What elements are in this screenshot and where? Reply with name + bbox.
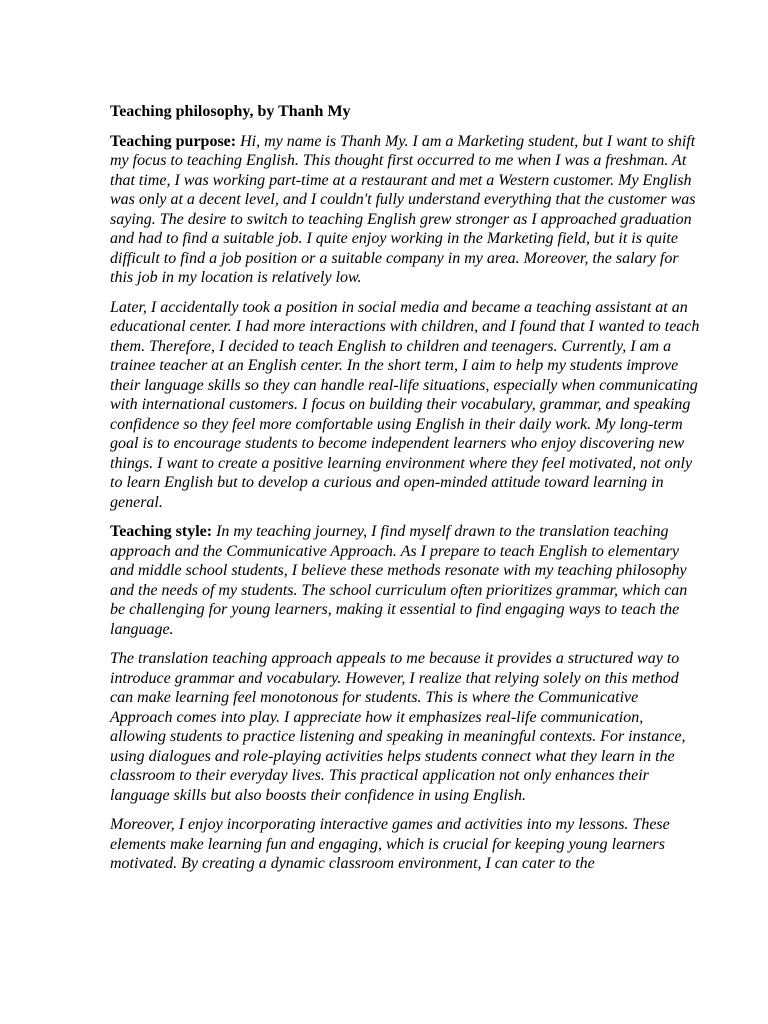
section-label: Teaching purpose: xyxy=(110,132,237,150)
paragraph-teaching-purpose xyxy=(110,132,700,288)
paragraph-text: The translation teaching approach appeals to me because it provides a structured way to introduce grammar and vocabulary. However, I realize that relying solely on this method can make learning feel monotonous for students. This is where the Communicative Approach comes into play. I appreciate how it emphasizes real-life communication, allowing students to practice listening and speaking in meaningful contexts. For instance, using dialogues and role-playing activities helps students connect what they learn in the classroom to their everyday lives. This practical application not only enhances their language skills but also boosts their confidence in using English. xyxy=(110,650,686,804)
document-title: Teaching philosophy, by Thanh My xyxy=(110,103,351,120)
paragraph-teaching-style xyxy=(110,522,700,639)
paragraph xyxy=(110,298,700,513)
paragraph-text: Moreover, I enjoy incorporating interactive games and activities into my lessons. These elements make learning fun and engaging, which is crucial for keeping young learners motivated. By creating a dynamic classroom environment, I can cater to the xyxy=(110,816,670,872)
paragraph-text: In my teaching journey, I find myself drawn to the translation teaching approach and the Communicative Approach. As I prepare to teach English to elementary and middle school students, I believe these methods resonate with my teaching philosophy and the needs of my students. The school curriculum often prioritizes grammar, which can be challenging for young learners, making it essential to find engaging ways to teach the language. xyxy=(110,523,688,638)
paragraph xyxy=(110,649,700,805)
section-label: Teaching style: xyxy=(110,523,213,540)
paragraph-text: Hi, my name is Thanh My. I am a Marketing student, but I want to shift my focus to teaching English. This thought first occurred to me when I was a freshman. At that time, I was working part-time at a restaurant and met a Western customer. My English was only at a decent level, and I couldn't fully understand everything that the customer was saying. The desire to switch to teaching English grew stronger as I approached graduation and had to find a suitable job. I quite enjoy working in the Marketing field, but it is quite difficult to find a job position or a suitable company in my area. Moreover, the salary for this job in my location is relatively low. xyxy=(110,132,696,286)
document-page xyxy=(110,102,700,884)
paragraph-text: Later, I accidentally took a position in social media and became a teaching assistant at an educational center. I had more interactions with children, and I found that I wanted to teach them. Therefore, I decided to teach English to children and teenagers. Currently, I am a trainee teacher at an English center. In the short term, I aim to help my students improve their language skills so they can handle real-life situations, especially when communicating with international customers. I focus on building their vocabulary, grammar, and speaking confidence so they feel more comfortable using English in their daily work. My long-term goal is to encourage students to become independent learners who enjoy discovering new things. I want to create a positive learning environment where they feel motivated, not only to learn English but to develop a curious and open-minded attitude toward learning in general. xyxy=(110,298,700,511)
paragraph xyxy=(110,815,700,874)
